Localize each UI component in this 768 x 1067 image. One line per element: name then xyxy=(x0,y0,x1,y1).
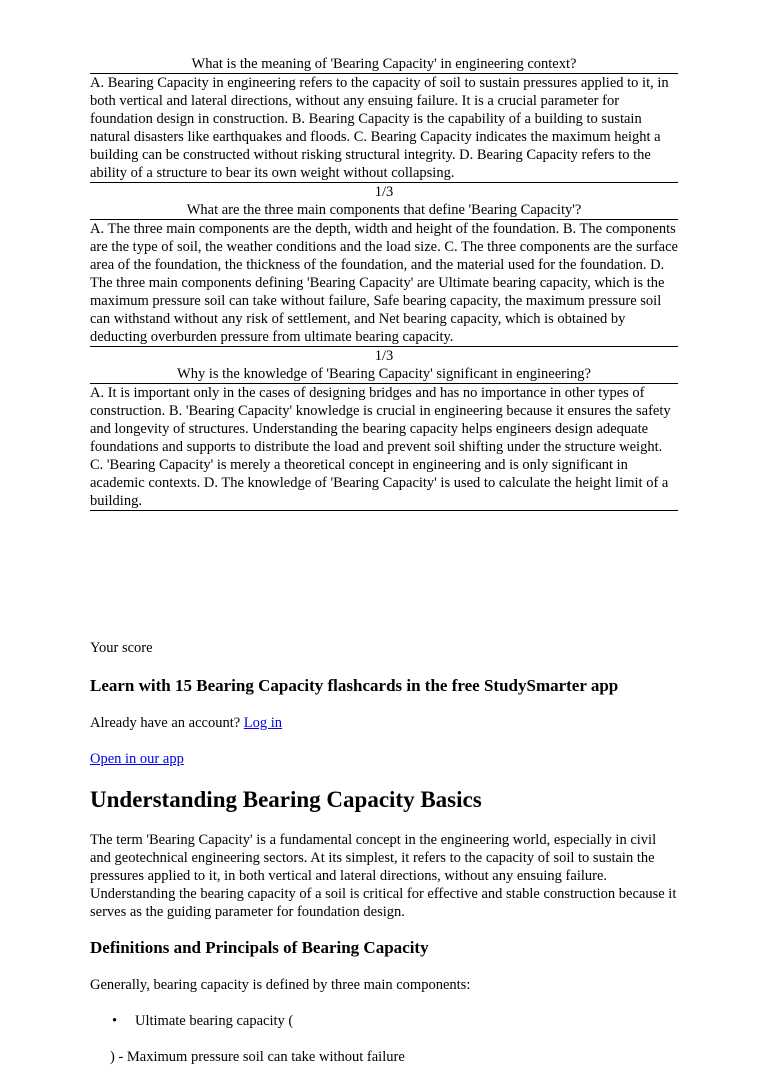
quiz-section xyxy=(90,55,678,511)
quiz-answers[interactable]: A. Bearing Capacity in engineering refers to the capacity of soil to sustain pressures applied to it, in both vertical and lateral directions, without any ensuing failure. It is a crucial parameter for foundation design in construction. B. Bearing Capacity is the capability of a building to sustain natural disasters like earthquakes and floods. C. Bearing Capacity indicates the maximum height a building can be constructed without risking structural integrity. D. Bearing Capacity refers to the ability of a structure to bear its own weight without collapsing. xyxy=(90,74,678,183)
list-item-continuation: ) - Maximum pressure soil can take without failure xyxy=(110,1049,405,1065)
account-prompt xyxy=(90,713,282,733)
open-app-link[interactable]: Open in our app xyxy=(90,751,184,767)
quiz-answers[interactable]: A. The three main components are the depth, width and height of the foundation. B. The components are the type of soil, the weather conditions and the load size. C. The three components are the surface area of the foundation, the thickness of the foundation, and the material used for the foundation. D. The three main components defining 'Bearing Capacity' are Ultimate bearing capacity, which is the maximum pressure soil can take without failure, Safe bearing capacity, the maximum pressure soil can withstand without any risk of settlement, and Net bearing capacity, which is obtained by deducting overburden pressure from ultimate bearing capacity. xyxy=(90,221,678,345)
login-link[interactable]: Log in xyxy=(243,715,283,731)
flashcards-cta-title: Learn with 15 Bearing Capacity flashcards in the free StudySmarter app xyxy=(90,676,619,695)
article-heading: Understanding Bearing Capacity Basics xyxy=(90,787,482,812)
quiz-item xyxy=(90,201,678,365)
quiz-item xyxy=(90,55,678,201)
quiz-counter: 1/3 xyxy=(374,184,394,200)
account-text: Already have an account? xyxy=(90,715,241,731)
score-label: Your score xyxy=(90,640,153,656)
article-intro: The term 'Bearing Capacity' is a fundamental concept in the engineering world, especially in civil and geotechnical engineering sectors. At its simplest, it refers to the capacity of soil to sustain the pressures applied to it, in both vertical and lateral directions, without any ensuing failure. Understanding the bearing capacity of a soil is critical for effective and stable construction because it serves as the guiding parameter for foundation design. xyxy=(90,832,677,920)
quiz-question: What are the three main components that define 'Bearing Capacity'? xyxy=(90,201,678,220)
page-content xyxy=(90,55,678,1065)
quiz-answers[interactable]: A. It is important only in the cases of designing bridges and has no importance in other types of construction. B. 'Bearing Capacity' knowledge is crucial in engineering because it ensures the safety and longevity of structures. Understanding the bearing capacity helps engineers design adequate foundations and supports to distribute the load and prevent soil shifting under the structure weight. C. 'Bearing Capacity' is merely a theoretical concept in engineering and is only significant in academic contexts. D. The knowledge of 'Bearing Capacity' is used to calculate the height limit of a building. xyxy=(90,384,678,511)
bullet-marker: • xyxy=(112,1013,118,1029)
components-intro: Generally, bearing capacity is defined by three main components: xyxy=(90,977,471,993)
section-heading: Definitions and Principals of Bearing Capacity xyxy=(90,938,429,957)
list-item xyxy=(112,1011,293,1031)
list-item-text: Ultimate bearing capacity ( xyxy=(135,1013,294,1029)
quiz-question: Why is the knowledge of 'Bearing Capacity' significant in engineering? xyxy=(90,365,678,384)
open-app-row xyxy=(90,749,184,769)
quiz-counter: 1/3 xyxy=(374,348,394,364)
quiz-item xyxy=(90,365,678,511)
quiz-question: What is the meaning of 'Bearing Capacity' in engineering context? xyxy=(90,55,678,74)
